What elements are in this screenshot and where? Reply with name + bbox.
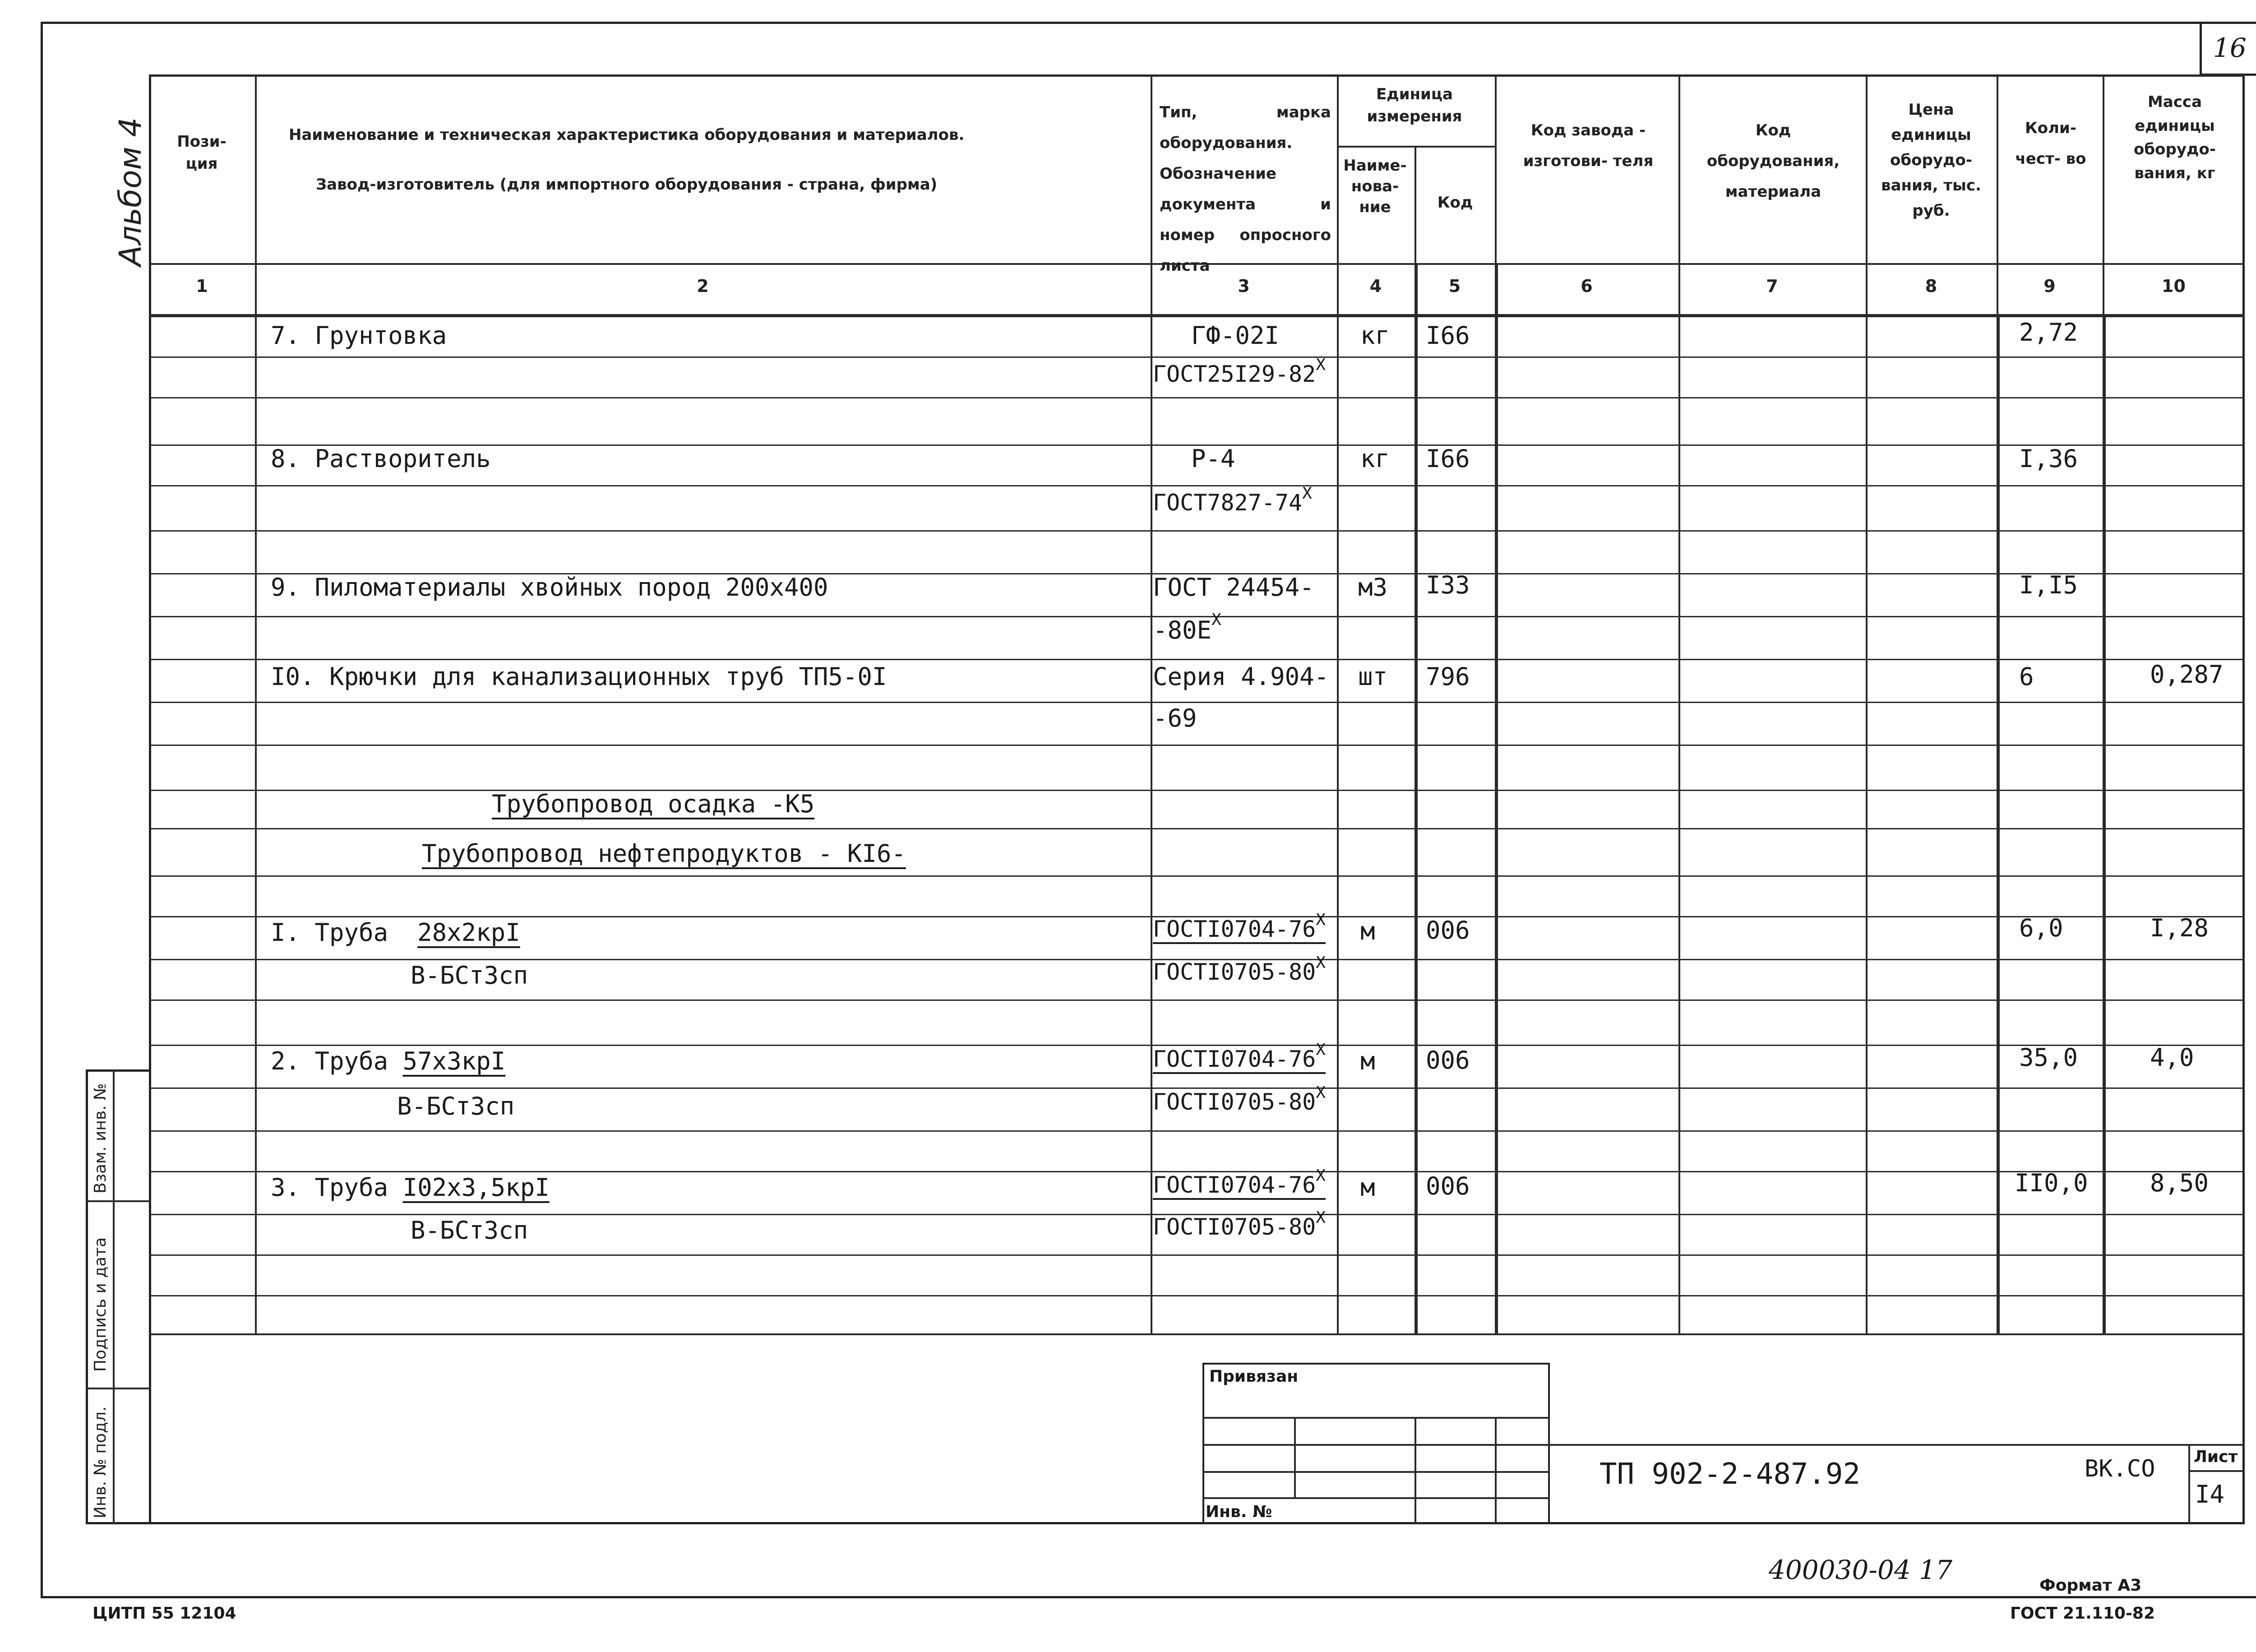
row8-unit: кг xyxy=(1360,444,1390,473)
strip-divider xyxy=(86,1200,151,1202)
header-name-line1: Наименование и техническая характеристика оборудования и материалов. xyxy=(289,126,965,144)
archive-number: 400030-04 17 xyxy=(1769,1555,1953,1585)
doc-code: ТП 902-2-487.92 xyxy=(1600,1458,1860,1491)
pipe1-unit: м xyxy=(1360,917,1375,945)
pipe1-qty: 6,0 xyxy=(2019,914,2063,942)
row-separator xyxy=(149,485,2245,486)
stamp-line xyxy=(1495,1417,1497,1524)
header-unit-name: Наиме- нова- ние xyxy=(1343,157,1407,216)
row-separator xyxy=(149,702,2245,703)
col-line xyxy=(1337,74,1339,1333)
row10-type: Серия 4.904- xyxy=(1153,662,1329,691)
row7-code: I66 xyxy=(1426,321,1470,350)
header-name-line2: Завод-изготовитель (для импортного оборудования - страна, фирма) xyxy=(316,176,938,194)
row9-code: I33 xyxy=(1426,571,1470,599)
pipe1-mass: I,28 xyxy=(2150,914,2209,942)
row-separator xyxy=(149,1254,2245,1256)
col-number: 3 xyxy=(1238,276,1250,296)
header-quantity: Коли- чест- во xyxy=(2015,119,2086,168)
row-separator xyxy=(149,1000,2245,1001)
side-label-vzam: Взам. инв. № xyxy=(91,1083,110,1194)
col-number: 7 xyxy=(1766,276,1778,296)
col-number: 2 xyxy=(697,276,709,296)
sheet-label: Лист xyxy=(2194,1448,2238,1466)
row10-qty: 6 xyxy=(2019,662,2034,691)
row-separator xyxy=(149,530,2245,532)
row10-name: I0. Крючки для канализационных труб ТП5-0I xyxy=(271,662,887,691)
row9-type2: $-80Е^Х$ xyxy=(1153,611,1221,644)
row-separator xyxy=(149,875,2245,877)
col-line xyxy=(1866,74,1868,1333)
row9-name: 9. Пиломатериалы хвойных пород 200х400 xyxy=(271,573,828,602)
col-line xyxy=(255,74,257,1333)
corner-sheet-number: 16 xyxy=(2213,32,2247,63)
row-separator xyxy=(149,1130,2245,1132)
code-col-thick xyxy=(1495,263,1498,1333)
format-label: Формат А3 xyxy=(2039,1576,2142,1595)
stamp-line xyxy=(1202,1497,1550,1499)
row10-mass: 0,287 xyxy=(2150,660,2224,689)
pipe3-steel: В-БСт3сп xyxy=(411,1216,528,1245)
row10-type2: -69 xyxy=(1153,704,1197,732)
row-separator xyxy=(149,790,2245,791)
code-col-thick xyxy=(1415,263,1418,1333)
pipe2-name: 2. Труба 57х3крI xyxy=(271,1047,506,1075)
row9-type: ГОСТ 24454- xyxy=(1153,573,1314,602)
stamp-line xyxy=(1202,1417,1550,1419)
stamp-line xyxy=(1202,1444,1550,1446)
col-number: 5 xyxy=(1448,276,1461,296)
row7-type2: $ГОСТ25I29-82^Х$ xyxy=(1153,356,1326,387)
row7-type: ГФ-02I xyxy=(1191,321,1280,350)
row-separator xyxy=(149,828,2245,829)
qty-col-thick xyxy=(1997,314,2000,1333)
col-number: 9 xyxy=(2043,276,2056,296)
stamp-sheet-line xyxy=(2188,1470,2245,1472)
pipe2-code: 006 xyxy=(1426,1046,1470,1074)
pipe3-name: 3. Труба I02х3,5крI xyxy=(271,1173,550,1202)
pipe3-mass: 8,50 xyxy=(2150,1169,2209,1197)
col-number: 8 xyxy=(1925,276,1937,296)
row-separator xyxy=(149,745,2245,746)
pipe3-unit: м xyxy=(1360,1173,1375,1202)
pipe3-qty: II0,0 xyxy=(2015,1169,2088,1197)
stamp-line xyxy=(1415,1417,1416,1524)
album-label: Альбом 4 xyxy=(113,117,148,266)
pipe2-type: $ГОСТI0704-76^Х$ xyxy=(1153,1041,1326,1072)
pipe2-steel: В-БСт3сп xyxy=(397,1092,515,1120)
row9-unit: м3 xyxy=(1358,573,1388,602)
pipe1-steel: В-БСт3сп xyxy=(411,961,528,990)
header-unit-group: Единица измерения xyxy=(1367,85,1462,126)
section-code: ВК.СО xyxy=(2085,1455,2155,1482)
col-number: 4 xyxy=(1369,276,1382,296)
pipe1-name: I. Труба 28х2крI xyxy=(271,918,520,947)
strip-divider xyxy=(86,1388,151,1389)
row8-name: 8. Растворитель xyxy=(271,444,491,473)
pipe1-code: 006 xyxy=(1426,916,1470,944)
side-label-inv-podl: Инв. № подл. xyxy=(91,1406,110,1518)
binding-label: Привязан xyxy=(1209,1367,1299,1386)
pipe3-type: $ГОСТI0704-76^Х$ xyxy=(1153,1166,1326,1198)
row7-unit: кг xyxy=(1360,321,1390,350)
row7-name: 7. Грунтовка xyxy=(271,321,447,350)
pipe2-qty: 35,0 xyxy=(2019,1043,2078,1072)
pipe2-type2: $ГОСТI0705-80^Х$ xyxy=(1153,1083,1326,1115)
header-unit-code: Код xyxy=(1437,194,1473,212)
row10-code: 796 xyxy=(1426,662,1470,691)
inv-no-label: Инв. № xyxy=(1206,1503,1272,1521)
pipe1-type2: $ГОСТI0705-80^Х$ xyxy=(1153,953,1326,985)
header-material-code: Код оборудования, материала xyxy=(1706,121,1840,201)
strip-divider xyxy=(113,1069,115,1524)
citp-label: ЦИТП 55 12104 xyxy=(92,1604,236,1623)
col-number: 1 xyxy=(196,276,208,296)
col-line xyxy=(1678,74,1680,1333)
row8-type: Р-4 xyxy=(1191,444,1235,473)
header-position: Пози- ция xyxy=(177,133,227,173)
row9-qty: I,I5 xyxy=(2019,571,2078,599)
row-separator xyxy=(149,397,2245,398)
row7-qty: 2,72 xyxy=(2019,318,2078,347)
header-plant-code: Код завода - изготови- теля xyxy=(1523,121,1654,170)
gost-label: ГОСТ 21.110-82 xyxy=(2010,1604,2155,1623)
row-separator xyxy=(149,1295,2245,1296)
section-title-sludge: Трубопровод осадка -К5 xyxy=(492,790,815,818)
stamp-line xyxy=(1294,1417,1296,1497)
stamp-line xyxy=(1202,1471,1550,1473)
col-line xyxy=(1415,146,1416,263)
header-mass: Масса единицы оборудо- вания, кг xyxy=(2134,93,2216,183)
section-title-oil: Трубопровод нефтепродуктов - КI6- xyxy=(422,839,906,868)
qty-col-thick xyxy=(2103,314,2106,1333)
row8-code: I66 xyxy=(1426,444,1470,473)
table-top-line xyxy=(149,74,2245,76)
side-label-podpis: Подпись и дата xyxy=(91,1237,110,1372)
col-line xyxy=(1151,74,1152,1333)
header-line xyxy=(149,314,2245,317)
sheet-number: I4 xyxy=(2195,1480,2225,1509)
row10-unit: шт xyxy=(1358,662,1388,691)
col-number: 10 xyxy=(2162,276,2186,296)
pipe2-unit: м xyxy=(1360,1047,1375,1075)
stamp-top-line xyxy=(1550,1444,2245,1446)
binding-box xyxy=(1202,1363,1550,1524)
header-type: Тип, марка оборудования. Обозначение документа и номер опросного листа xyxy=(1160,103,1331,275)
pipe2-mass: 4,0 xyxy=(2150,1043,2194,1072)
pipe3-code: 006 xyxy=(1426,1172,1470,1200)
row-separator xyxy=(149,659,2245,660)
row8-qty: I,36 xyxy=(2019,444,2078,473)
stamp-sheet-divider xyxy=(2188,1444,2190,1524)
table-bottom-line xyxy=(149,1333,2245,1335)
col-number: 6 xyxy=(1581,276,1593,296)
pipe3-type2: $ГОСТI0705-80^Х$ xyxy=(1153,1208,1326,1240)
row-separator xyxy=(149,356,2245,358)
pipe1-type: $ГОСТI0704-76^Х$ xyxy=(1153,911,1326,942)
header-price: Цена единицы оборудо- вания, тыс. руб. xyxy=(1881,101,1981,220)
row8-type2: $ГОСТ7827-74^Х$ xyxy=(1153,484,1312,516)
